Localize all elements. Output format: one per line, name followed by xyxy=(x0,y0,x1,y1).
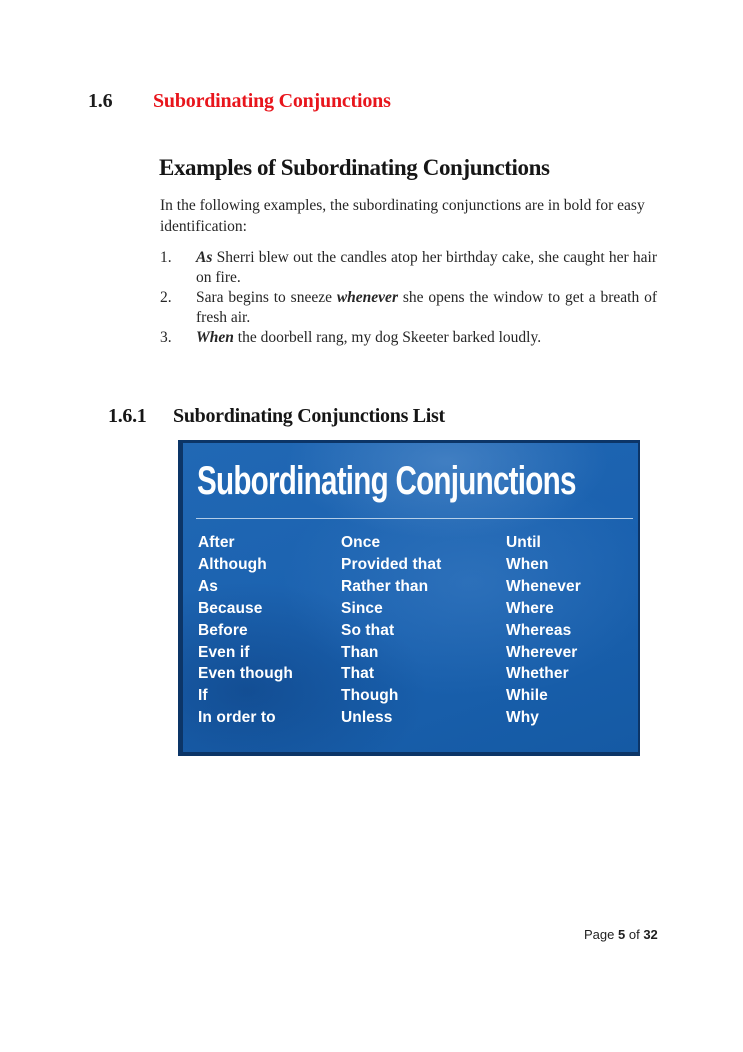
conjunction-column-3 xyxy=(506,532,628,729)
text-segment: Sherri blew out the candles atop her birthday cake, she caught her hair on fire. xyxy=(196,249,657,286)
conjunction-word: Though xyxy=(341,687,399,705)
conjunction-word: Even if xyxy=(198,643,250,661)
conjunction-word: Since xyxy=(341,599,383,617)
conjunction-word: Until xyxy=(506,534,541,551)
conjunction-word: Why xyxy=(506,709,540,727)
conjunction-word: Before xyxy=(198,621,248,639)
examples-heading: Examples of Subordinating Conjunctions xyxy=(159,155,550,180)
text-segment: she opens the window to get a breath of fresh air. xyxy=(196,289,657,326)
list-section-heading xyxy=(108,404,445,428)
section-number: 1.6 xyxy=(88,90,113,112)
conjunction-word: While xyxy=(506,687,548,705)
bold-conjunction: whenever xyxy=(336,289,398,306)
example-list xyxy=(160,248,657,348)
conjunctions-image-title: Subordinating Conjunctions xyxy=(197,459,576,503)
conjunction-word: If xyxy=(198,687,208,705)
bold-conjunction: As xyxy=(196,249,213,266)
conjunction-word: Rather than xyxy=(341,577,429,595)
section-title: Subordinating Conjunctions xyxy=(153,90,391,112)
section-heading xyxy=(88,89,391,113)
page-number-footer xyxy=(584,926,658,944)
intro-paragraph: In the following examples, the subordinating conjunctions are in bold for easy identification: xyxy=(160,197,645,235)
bold-conjunction: When xyxy=(196,329,234,346)
example-item-text xyxy=(196,248,657,288)
conjunction-word: Than xyxy=(341,643,379,661)
conjunction-column-2 xyxy=(341,532,506,729)
example-item xyxy=(160,288,657,328)
conjunctions-image-inner xyxy=(183,443,638,752)
conjunction-word: Whether xyxy=(506,665,569,683)
example-item-number: 1. xyxy=(160,249,172,266)
example-item xyxy=(160,328,657,348)
example-item xyxy=(160,248,657,288)
text-segment: the doorbell rang, my dog Skeeter barked loudly. xyxy=(233,329,542,346)
total-pages: 32 xyxy=(643,927,658,942)
conjunction-word: Even though xyxy=(198,665,293,683)
conjunction-word: Wherever xyxy=(506,643,578,661)
conjunction-word: Once xyxy=(341,534,381,551)
example-item-number: 2. xyxy=(160,289,172,306)
text-segment: Sara begins to sneeze xyxy=(196,289,337,306)
conjunction-word: Where xyxy=(506,599,554,617)
of-label: of xyxy=(628,927,640,942)
conjunction-word: Although xyxy=(198,555,267,573)
list-section-number: 1.6.1 xyxy=(108,405,147,427)
example-item-number: 3. xyxy=(160,329,172,346)
conjunction-word: Whereas xyxy=(506,621,572,639)
page-label: Page xyxy=(584,927,615,942)
conjunctions-image xyxy=(178,440,640,756)
conjunction-word: So that xyxy=(341,621,395,639)
conjunction-word: Provided that xyxy=(341,555,442,573)
conjunction-word: Because xyxy=(198,599,263,617)
conjunction-word: In order to xyxy=(198,709,276,727)
conjunction-word: After xyxy=(198,534,235,551)
example-item-text xyxy=(196,288,657,328)
conjunction-word: Unless xyxy=(341,709,393,727)
conjunction-column-1 xyxy=(198,532,341,729)
conjunction-word: Whenever xyxy=(506,577,581,595)
example-item-text xyxy=(196,328,657,348)
conjunction-columns xyxy=(198,532,628,729)
page-number: 5 xyxy=(618,927,626,942)
conjunction-word: As xyxy=(198,577,219,595)
list-section-title: Subordinating Conjunctions List xyxy=(173,405,445,427)
conjunction-word: When xyxy=(506,555,549,573)
divider-line xyxy=(196,518,633,519)
conjunction-word: That xyxy=(341,665,375,683)
